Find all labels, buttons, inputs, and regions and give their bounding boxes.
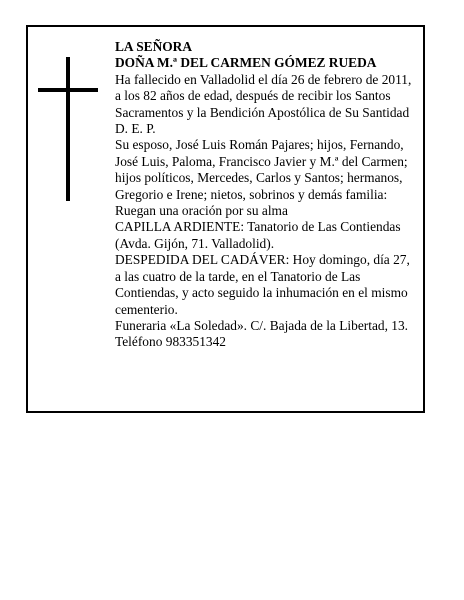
notice-line: hijos políticos, Mercedes, Carlos y Santos; hermanos, xyxy=(115,170,403,186)
notice-line: DESPEDIDA DEL CADÁVER: Hoy domingo, día 27, xyxy=(115,252,410,268)
notice-line: Teléfono 983351342 xyxy=(115,334,227,350)
cross-icon xyxy=(28,27,108,207)
notice-line: Sacramentos y la Bendición Apostólica de Su Santidad xyxy=(115,104,410,120)
notice-line: Ha fallecido en Valladolid el día 26 de febrero de 2011, xyxy=(115,71,412,87)
notice-line: a las cuatro de la tarde, en el Tanatorio de Las xyxy=(115,268,361,284)
notice-text xyxy=(115,39,421,351)
notice-line: Ruegan una oración por su alma xyxy=(115,203,288,219)
notice-title-line: LA SEÑORA xyxy=(115,39,193,54)
notice-line: a los 82 años de edad, después de recibir los Santos xyxy=(115,88,391,104)
notice-line: D. E. P. xyxy=(115,121,156,137)
notice-line: (Avda. Gijón, 71. Valladolid). xyxy=(115,235,275,251)
notice-line: Su esposo, José Luis Román Pajares; hijos, Fernando, xyxy=(115,137,404,153)
notice-line: cementerio. xyxy=(115,301,178,317)
obituary-notice xyxy=(26,25,425,413)
notice-line: Contiendas, y acto seguido la inhumación en el mismo xyxy=(115,285,408,301)
notice-line: Gregorio e Irene; nietos, sobrinos y demás familia: xyxy=(115,186,388,202)
notice-line: José Luis, Paloma, Francisco Javier y M.ª del Carmen; xyxy=(115,153,408,169)
deceased-name: DOÑA M.ª DEL CARMEN GÓMEZ RUEDA xyxy=(115,55,377,71)
notice-line: Funeraria «La Soledad». C/. Bajada de la Libertad, 13. xyxy=(115,317,409,333)
cross-vertical-bar xyxy=(66,57,70,201)
notice-line: CAPILLA ARDIENTE: Tanatorio de Las Contiendas xyxy=(115,219,401,235)
cross-horizontal-bar xyxy=(38,88,98,92)
